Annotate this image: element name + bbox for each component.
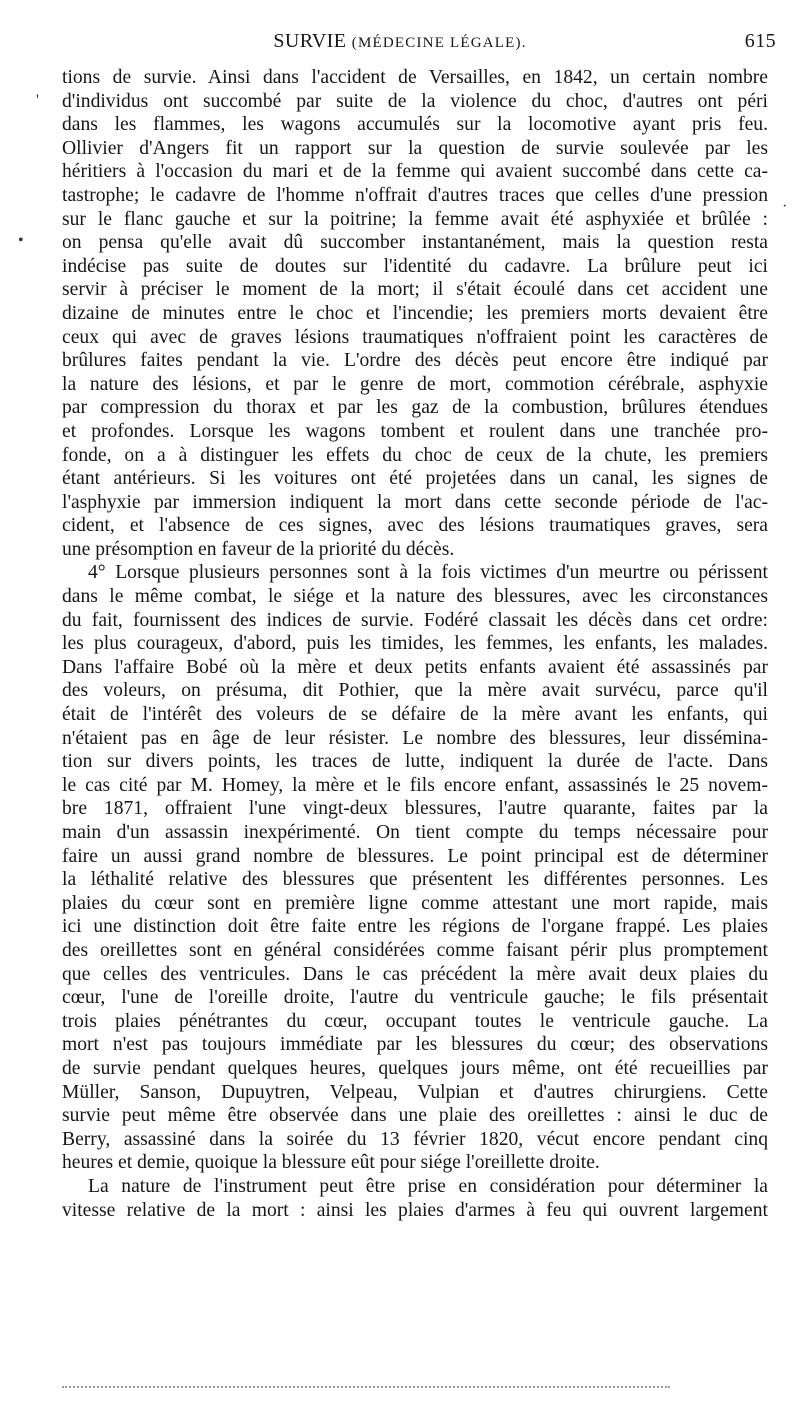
text-line: que celles des ventricules. Dans le cas précédent la mère avait deux plaies du xyxy=(62,963,768,985)
text-line: fonde, on a à distinguer les effets du choc de ceux de la chute, les premiers xyxy=(62,444,768,466)
text-line: heures et demie, quoique la blessure eût pour siége l'oreillette droite. xyxy=(62,1152,600,1174)
text-line: l'asphyxie par immersion indiquent la mort dans cette seconde période de l'ac- xyxy=(62,491,768,513)
text-line: était de l'intérêt des voleurs de se défaire de la mère avant les enfants, qui xyxy=(62,704,768,726)
text-line: Dans l'affaire Bobé où la mère et deux petits enfants avaient été assassinés par xyxy=(62,656,768,678)
text-line: main d'un assassin inexpérimenté. On tient compte du temps nécessaire pour xyxy=(62,822,768,843)
text-line: héritiers à l'occasion du mari et de la femme qui avaient succombé dans cette ca- xyxy=(62,161,768,183)
text-line: par compression du thorax et par les gaz de la combustion, brûlures étendues xyxy=(62,397,768,419)
text-line: servir à préciser le moment de la mort; il s'était écoulé dans cet accident une xyxy=(62,279,768,301)
text-line: de survie pendant quelques heures, quelques jours même, ont été recueillies par xyxy=(62,1057,768,1079)
text-line: la nature des lésions, et par le genre de mort, commotion cérébrale, asphyxie xyxy=(62,373,768,395)
text-line: dizaine de minutes entre le choc et l'incendie; les premiers morts devaient être xyxy=(62,302,768,324)
text-line: cident, et l'absence de ces signes, avec des lésions traumatiques graves, sera xyxy=(62,515,768,537)
text-line: le cas cité par M. Homey, la mère et le fils encore enfant, assassinés le 25 novem- xyxy=(62,774,768,796)
margin-mark: · xyxy=(782,198,788,215)
text-line: tastrophe; le cadavre de l'homme n'offrait d'autres traces que celles d'une pression xyxy=(62,184,768,206)
text-line: survie peut même être observée dans une plaie des oreillettes : ainsi le duc de xyxy=(62,1105,768,1127)
margin-mark: ' xyxy=(36,92,39,109)
text-line: la léthalité relative des blessures que présentent les différentes personnes. Les xyxy=(62,869,768,891)
text-line: trois plaies pénétrantes du cœur, occupant toutes le ventricule gauche. La xyxy=(62,1010,768,1032)
page-number: 615 xyxy=(744,30,776,52)
text-line: les plus courageux, d'abord, puis les timides, les femmes, les enfants, les malades. xyxy=(62,633,768,655)
text-line: cœur, l'une de l'oreille droite, l'autre du ventricule gauche; le fils présentait xyxy=(62,987,768,1009)
text-line: ici une distinction doit être faite entre les régions de l'organe frappé. Les plaies xyxy=(62,916,768,938)
text-line: faire un aussi grand nombre de blessures. Le point principal est de déterminer xyxy=(62,845,768,867)
text-line: Müller, Sanson, Dupuytren, Velpeau, Vulpian et d'autres chirurgiens. Cette xyxy=(62,1081,768,1103)
text-line: mort n'est pas toujours immédiate par les blessures du cœur; des observations xyxy=(62,1034,768,1056)
text-line: ceux qui avec de graves lésions traumatiques n'offraient point les caractères de xyxy=(62,326,768,348)
text-line: des oreillettes sont en général considérées comme faisant périr plus promptement xyxy=(62,939,768,961)
header-title: SURVIE xyxy=(273,30,347,52)
running-header xyxy=(0,30,800,60)
text-line: Ollivier d'Angers fit un rapport sur la question de survie soulevée par les xyxy=(62,137,768,159)
text-line: vitesse relative de la mort : ainsi les plaies d'armes à feu qui ouvrent largement xyxy=(62,1199,768,1221)
text-line: on pensa qu'elle avait dû succomber instantanément, mais la question resta xyxy=(62,232,768,254)
text-line: une présomption en faveur de la priorité du décès. xyxy=(62,538,455,560)
running-title xyxy=(0,30,800,53)
margin-mark: • xyxy=(18,232,24,249)
text-line: tion sur divers points, les traces de lutte, indiquent la durée de l'acte. Dans xyxy=(62,751,768,773)
text-line: des voleurs, on présuma, dit Pothier, que la mère avait survécu, parce qu'il xyxy=(62,680,768,702)
text-line: 4° Lorsque plusieurs personnes sont à la fois victimes d'un meurtre ou périssent xyxy=(88,562,768,584)
text-line: dans le même combat, le siége et la nature des blessures, avec les circonstances xyxy=(62,586,768,608)
text-line: d'individus ont succombé par suite de la violence du choc, d'autres ont péri xyxy=(62,90,768,112)
body-text xyxy=(62,66,768,1222)
text-line: indécise pas suite de doutes sur l'identité du cadavre. La brûlure peut ici xyxy=(62,255,768,277)
header-subtitle: (MÉDECINE LÉGALE). xyxy=(351,35,527,51)
text-line: brûlures faites pendant la vie. L'ordre des décès peut encore être indiqué par xyxy=(62,350,768,372)
text-line: et profondes. Lorsque les wagons tombent et roulent dans une tranchée pro- xyxy=(62,420,768,442)
text-line: n'étaient pas en âge de leur résister. Le nombre des blessures, leur dissémina- xyxy=(62,727,768,749)
text-line: tions de survie. Ainsi dans l'accident de Versailles, en 1842, un certain nombre xyxy=(62,67,768,88)
footer-rule xyxy=(62,1386,670,1388)
text-line: La nature de l'instrument peut être prise en considération pour déterminer la xyxy=(88,1175,768,1197)
text-line: bre 1871, offraient l'une vingt-deux blessures, l'autre quarante, faites par la xyxy=(62,798,768,820)
text-line: Berry, assassiné dans la soirée du 13 février 1820, vécut encore pendant cinq xyxy=(62,1128,768,1150)
text-line: étant antérieurs. Si les voitures ont été projetées dans un canal, les signes de xyxy=(62,468,768,490)
text-line: dans les flammes, les wagons accumulés sur la locomotive ayant pris feu. xyxy=(62,114,768,136)
text-line: du fait, fournissent des indices de survie. Fodéré classait les décès dans cet ordre: xyxy=(62,609,768,631)
text-line: plaies du cœur sont en première ligne comme attestant une mort rapide, mais xyxy=(62,892,768,914)
text-line: sur le flanc gauche et sur la poitrine; la femme avait été asphyxiée et brûlée : xyxy=(62,208,768,230)
